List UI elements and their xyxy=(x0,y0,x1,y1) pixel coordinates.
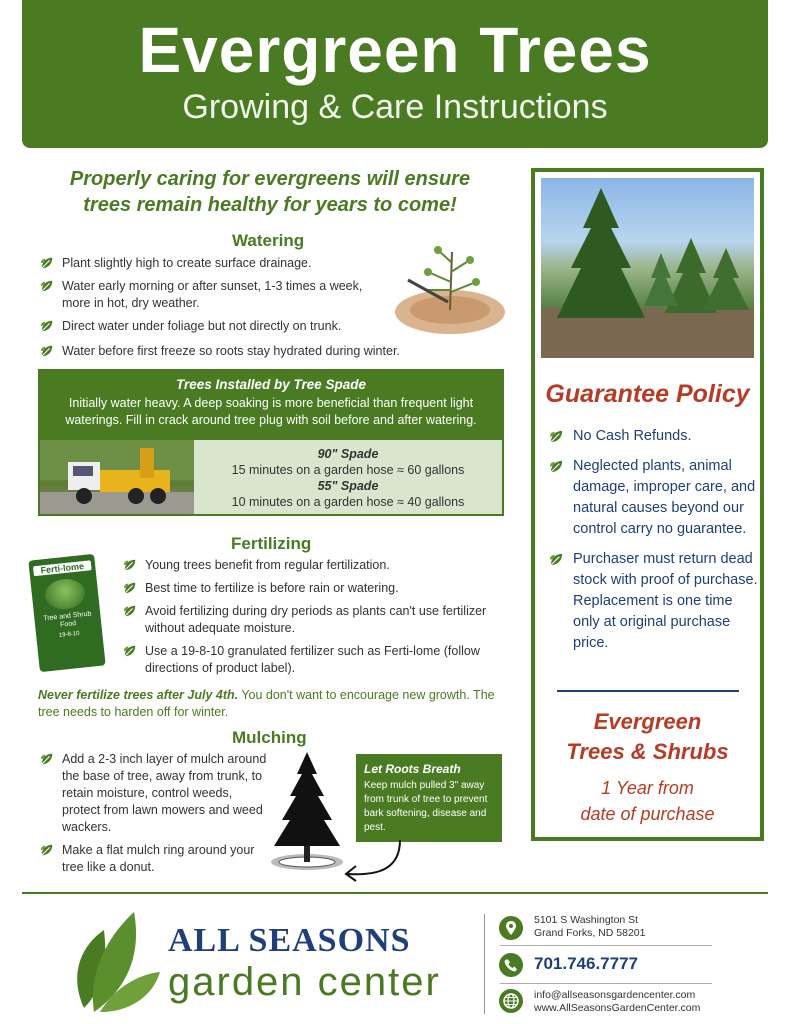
fertilizer-formula: 19-8-10 xyxy=(58,630,80,639)
list-item: No Cash Refunds. xyxy=(549,426,759,447)
leaf-icon xyxy=(40,279,54,293)
sapling-illustration xyxy=(388,232,508,340)
leaf-icon xyxy=(40,319,54,333)
leaf-icon xyxy=(40,843,54,857)
arrow-icon xyxy=(340,838,406,884)
pine-tree-illustration xyxy=(262,750,352,876)
tree-spade-box xyxy=(38,369,504,516)
roots-box-text: Keep mulch pulled 3" away from trunk of tree to prevent bark softening, disease and pest. xyxy=(364,780,488,833)
mulching-title: Mulching xyxy=(232,728,307,747)
note-text: You don't want to encourage new growth. The tree needs to harden off for winter. xyxy=(38,688,495,719)
intro-text xyxy=(40,166,500,218)
watering-list-2 xyxy=(40,343,480,366)
list-item: Add a 2-3 inch layer of mulch around the base of tree, away from trunk, to retain moisture, control weeds, protect from lawn mowers and weed wackers. xyxy=(40,751,272,836)
page-title: Evergreen Trees xyxy=(138,14,652,86)
intro-line-1: Properly caring for evergreens will ensure xyxy=(69,168,471,190)
note-bold: Never fertilize trees after July 4th. xyxy=(38,688,239,702)
globe-icon xyxy=(499,989,523,1013)
spade-90-title: 90" Spade xyxy=(317,447,379,461)
list-item: Plant slightly high to create surface drainage. xyxy=(40,255,385,272)
fertilizer-name: Tree and Shrub Food xyxy=(42,610,92,629)
evergreen-photo xyxy=(541,178,754,358)
list-item: Direct water under foliage but not directly on trunk. xyxy=(40,318,385,335)
list-item: Water early morning or after sunset, 1-3 times a week, more in hot, dry weather. xyxy=(40,278,385,312)
list-item: Best time to fertilize is before rain or watering. xyxy=(123,580,503,597)
leaf-logo-icon xyxy=(64,908,160,1016)
leaf-icon xyxy=(549,459,564,474)
footer-divider xyxy=(22,892,768,894)
footer-vertical-divider xyxy=(484,914,485,1014)
address: 5101 S Washington St Grand Forks, ND 58201 xyxy=(534,914,646,939)
leaf-icon xyxy=(123,604,137,618)
list-item: Water before first freeze so roots stay hydrated during winter. xyxy=(40,343,480,360)
leaf-icon xyxy=(123,581,137,595)
intro-line-2: trees remain healthy for years to come! xyxy=(83,194,457,216)
tree-spade-truck-photo xyxy=(40,440,194,514)
phone-icon xyxy=(499,953,523,977)
guarantee-title: Guarantee Policy xyxy=(545,380,750,408)
web-contact xyxy=(534,989,700,1015)
roots-box-title: Let Roots Breath xyxy=(364,762,461,776)
guarantee-headline: Evergreen Trees & Shrubs xyxy=(566,709,729,764)
location-icon xyxy=(499,916,523,940)
list-item: Purchaser must return dead stock with proof of purchase. Replacement is one time only at original purchase price. xyxy=(549,549,759,654)
leaf-icon xyxy=(549,552,564,567)
spade-55-text: 10 minutes on a garden hose ≈ 40 gallons xyxy=(231,495,465,509)
leaf-icon xyxy=(40,344,54,358)
logo-all-seasons: ALL SEASONS xyxy=(168,922,411,959)
website-link[interactable]: www.AllSeasonsGardenCenter.com xyxy=(534,1002,701,1014)
contact-divider xyxy=(500,945,712,946)
evergreen-field-illustration xyxy=(541,178,754,358)
fertilizing-title: Fertilizing xyxy=(231,534,312,553)
list-item: Avoid fertilizing during dry periods as plants can't use fertilizer without adequate moisture. xyxy=(123,603,503,637)
spade-times xyxy=(194,440,502,514)
truck-illustration xyxy=(40,440,194,514)
mulching-list xyxy=(40,751,272,882)
list-item: Neglected plants, animal damage, improper care, and natural causes beyond our control carry no guarantee. xyxy=(549,456,759,540)
contact-divider xyxy=(500,983,712,984)
fertilizing-note xyxy=(38,687,508,721)
leaf-icon xyxy=(123,644,137,658)
guarantee-panel xyxy=(531,168,764,841)
logo-garden-center: garden center xyxy=(168,960,441,1004)
spade-55-title: 55" Spade xyxy=(317,479,379,493)
watering-list xyxy=(40,255,385,341)
watering-title: Watering xyxy=(232,231,305,250)
tree-spade-header xyxy=(40,371,502,440)
divider xyxy=(557,690,739,692)
phone-link[interactable]: 701.746.7777 xyxy=(534,954,638,973)
fertilizer-package xyxy=(28,554,105,672)
page-subtitle: Growing & Care Instructions xyxy=(182,88,608,126)
header-banner xyxy=(22,0,768,148)
leaf-icon xyxy=(123,558,137,572)
leaf-icon xyxy=(40,752,54,766)
email-link[interactable]: info@allseasonsgardencenter.com xyxy=(534,989,696,1001)
guarantee-list xyxy=(549,426,759,663)
fertilizer-brand: Ferti-lome xyxy=(33,560,92,576)
leaf-icon xyxy=(40,256,54,270)
tree-spade-desc: Initially water heavy. A deep soaking is more beneficial than frequent light waterings. Fill in crack around tree plug with soil before and after watering. xyxy=(65,396,477,427)
spade-90-text: 15 minutes on a garden hose ≈ 60 gallons xyxy=(231,463,465,477)
tree-spade-title: Trees Installed by Tree Spade xyxy=(175,377,367,392)
guarantee-period: 1 Year from date of purchase xyxy=(580,778,715,824)
let-roots-breath-box xyxy=(356,754,502,842)
list-item: Use a 19-8-10 granulated fertilizer such as Ferti-lome (follow directions of product label). xyxy=(123,643,503,677)
list-item: Young trees benefit from regular fertilization. xyxy=(123,557,503,574)
leaf-icon xyxy=(549,429,564,444)
list-item: Make a flat mulch ring around your tree like a donut. xyxy=(40,842,272,876)
fertilizing-list xyxy=(123,557,503,683)
tree-icon xyxy=(44,577,87,611)
